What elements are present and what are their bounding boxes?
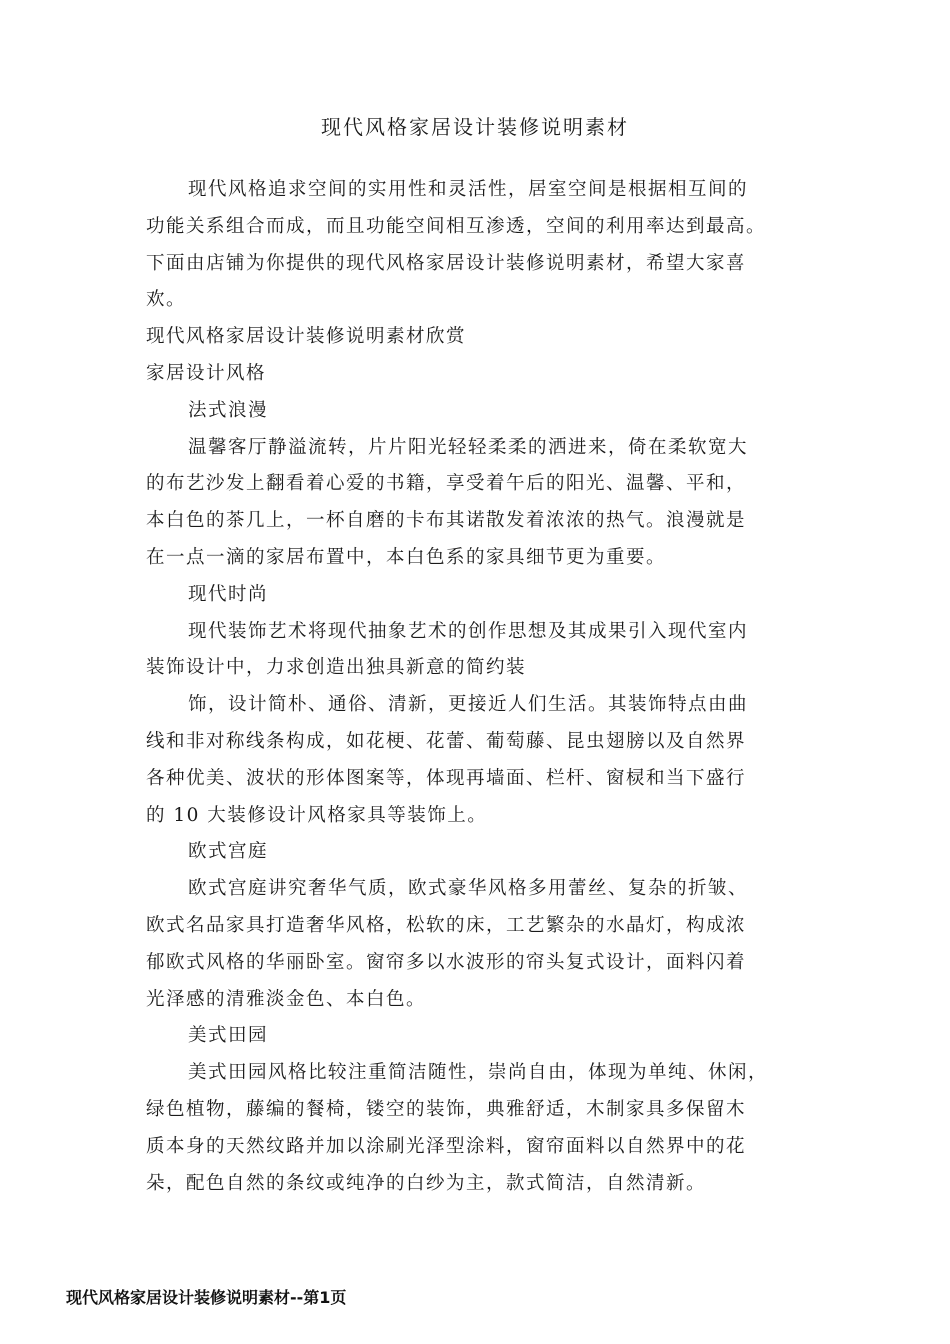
text-line: 光泽感的清雅淡金色、本白色。: [146, 988, 427, 1010]
text-line: 郁欧式风格的华丽卧室。窗帘多以水波形的帘头复式设计，面料闪着: [146, 951, 747, 973]
text-line: 欧式宫庭讲究奢华气质，欧式豪华风格多用蕾丝、复杂的折皱、: [188, 878, 749, 900]
text-line: 朵，配色自然的条纹或纯净的白纱为主，款式简洁，自然清新。: [146, 1172, 707, 1194]
text-line: 功能关系组合而成，而且功能空间相互渗透，空间的利用率达到最高。: [146, 215, 767, 237]
text-line: 线和非对称线条构成，如花梗、花蕾、葡萄藤、昆虫翅膀以及自然界: [146, 730, 747, 752]
text-line: 家居设计风格: [146, 362, 267, 384]
text-line: 法式浪漫: [188, 399, 269, 421]
text-line: 美式田园风格比较注重简洁随性，崇尚自由，体现为单纯、休闲，: [188, 1062, 769, 1084]
text-line: 在一点一滴的家居布置中，本白色系的家具细节更为重要。: [146, 546, 667, 568]
text-line: 美式田园: [188, 1025, 269, 1047]
text-line: 质本身的天然纹路并加以涂刷光泽型涂料，窗帘面料以自然界中的花: [146, 1135, 747, 1157]
text-line: 各种优美、波状的形体图案等，体现再墙面、栏杆、窗棂和当下盛行: [146, 767, 747, 789]
text-line: 装饰设计中，力求创造出独具新意的简约装: [146, 657, 527, 679]
text-line: 欢。: [146, 289, 187, 311]
document-body: [146, 172, 822, 1202]
text-line: 现代风格家居设计装修说明素材欣赏: [146, 326, 467, 348]
text-line: 饰，设计简朴、通俗、清新，更接近人们生活。其装饰特点由曲: [188, 694, 749, 716]
text-line: 下面由店铺为你提供的现代风格家居设计装修说明素材，希望大家喜: [146, 252, 747, 274]
text-line: 欧式名品家具打造奢华风格，松软的床，工艺繁杂的水晶灯，构成浓: [146, 914, 747, 936]
text-line: 的 10 大装修设计风格家具等装饰上。: [146, 804, 488, 826]
text-line: 欧式宫庭: [188, 841, 269, 863]
page-footer: 现代风格家居设计装修说明素材--第1页: [66, 1288, 347, 1307]
text-line: 现代装饰艺术将现代抽象艺术的创作思想及其成果引入现代室内: [188, 620, 749, 642]
document-title: 现代风格家居设计装修说明素材: [321, 115, 629, 139]
text-line: 温馨客厅静溢流转，片片阳光轻轻柔柔的洒进来，倚在柔软宽大: [188, 436, 749, 458]
text-line: 绿色植物，藤编的餐椅，镂空的装饰，典雅舒适，木制家具多保留木: [146, 1098, 747, 1120]
text-line: 现代时尚: [188, 583, 269, 605]
text-line: 现代风格追求空间的实用性和灵活性，居室空间是根据相互间的: [188, 179, 749, 200]
text-line: 本白色的茶几上，一杯自磨的卡布其诺散发着浓浓的热气。浪漫就是: [146, 510, 747, 532]
text-line: 的布艺沙发上翻看着心爱的书籍，享受着午后的阳光、温馨、平和，: [146, 473, 747, 495]
